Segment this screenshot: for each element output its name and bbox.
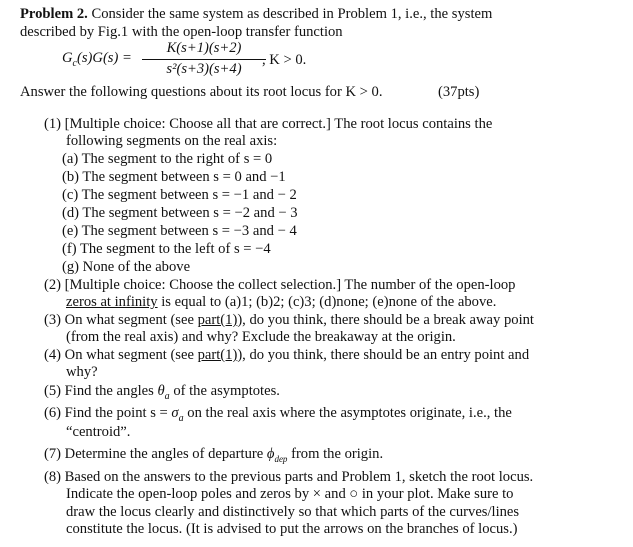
q3-part-ref: part(1) bbox=[197, 312, 238, 328]
q3-line2: (from the real axis) and why? Exclude the breakaway at the origin. bbox=[66, 329, 456, 345]
problem-intro-line1 bbox=[20, 6, 492, 23]
q6-post: on the real axis where the asymptotes originate, i.e., the bbox=[183, 405, 512, 421]
tf-condition: , K > 0. bbox=[262, 52, 307, 68]
q4-pre: (4) On what segment (see bbox=[44, 347, 198, 363]
tf-lhs-g: G bbox=[62, 50, 73, 66]
q3-pre: (3) On what segment (see bbox=[44, 312, 198, 328]
q1-option-a: (a) The segment to the right of s = 0 bbox=[62, 151, 273, 167]
q7-pre: (7) Determine the angles of departure bbox=[44, 446, 267, 462]
q7-phi: ϕ bbox=[266, 446, 275, 462]
q1-option-c: (c) The segment between s = −1 and − 2 bbox=[62, 187, 297, 203]
q4-line2: why? bbox=[66, 364, 98, 380]
q5-line bbox=[44, 383, 280, 405]
q5-theta: θ bbox=[157, 383, 165, 399]
q1-option-b: (b) The segment between s = 0 and −1 bbox=[62, 169, 286, 185]
tf-denominator: s²(s+3)(s+4) bbox=[166, 61, 242, 77]
q5-post: of the asymptotes. bbox=[169, 383, 280, 399]
q1-option-e: (e) The segment between s = −3 and − 4 bbox=[62, 223, 297, 239]
intro-text-1: Consider the same system as described in Problem 1, i.e., the system bbox=[87, 6, 493, 22]
q8-line2: Indicate the open-loop poles and zeros by × and ○ in your plot. Make sure to bbox=[66, 486, 514, 502]
q1-option-f: (f) The segment to the left of s = −4 bbox=[62, 241, 271, 257]
tf-numerator: K(s+1)(s+2) bbox=[166, 40, 242, 56]
tf-fraction-bar bbox=[142, 59, 266, 60]
q1-line1: (1) [Multiple choice: Choose all that are correct.] The root locus contains the bbox=[44, 116, 493, 132]
problem-intro-line2: described by Fig.1 with the open-loop transfer function bbox=[20, 24, 343, 40]
clipped-next-line bbox=[20, 537, 620, 547]
q8-line1: (8) Based on the answers to the previous parts and Problem 1, sketch the root locus. bbox=[44, 469, 534, 485]
q4-post: ), do you think, there should be an entry point and bbox=[237, 347, 530, 363]
q8-line4: constitute the locus. (It is advised to put the arrows on the branches of locus.) bbox=[66, 521, 518, 537]
q1-option-g: (g) None of the above bbox=[62, 259, 191, 275]
q6-line2: “centroid”. bbox=[66, 424, 131, 440]
problem-label: Problem 2. bbox=[20, 6, 88, 22]
q5-sub: a bbox=[164, 390, 170, 402]
q2-line2 bbox=[66, 294, 496, 311]
q6-sigma: σ bbox=[171, 405, 179, 421]
q3-line1 bbox=[44, 312, 534, 329]
q7-line bbox=[44, 446, 383, 468]
q4-line1 bbox=[44, 347, 529, 364]
q2-line1: (2) [Multiple choice: Choose the collect selection.] The number of the open-loop bbox=[44, 277, 516, 293]
q4-part-ref: part(1) bbox=[197, 347, 238, 363]
q2-underlined: zeros at infinity bbox=[66, 294, 158, 310]
task-points: (37pts) bbox=[438, 84, 480, 100]
tf-lhs bbox=[62, 50, 132, 72]
q1-line2: following segments on the real axis: bbox=[66, 133, 278, 149]
q7-sub: dep bbox=[274, 453, 288, 464]
q1-option-d: (d) The segment between s = −2 and − 3 bbox=[62, 205, 298, 221]
q7-post: from the origin. bbox=[287, 446, 384, 462]
q8-line3: draw the locus clearly and distinctively so that which parts of the curves/lines bbox=[66, 504, 520, 520]
q6-pre: (6) Find the point s = bbox=[44, 405, 172, 421]
task-text: Answer the following questions about its root locus for K > 0. bbox=[20, 84, 383, 100]
q3-post: ), do you think, there should be a break away point bbox=[237, 312, 534, 328]
q6-sub: a bbox=[178, 412, 184, 424]
q5-pre: (5) Find the angles bbox=[44, 383, 158, 399]
q2-line2-rest: is equal to (a)1; (b)2; (c)3; (d)none; (e)none of the above. bbox=[157, 294, 497, 310]
tf-lhs-sub: c bbox=[72, 57, 77, 69]
tf-lhs-rest: (s)G(s) = bbox=[77, 50, 132, 66]
